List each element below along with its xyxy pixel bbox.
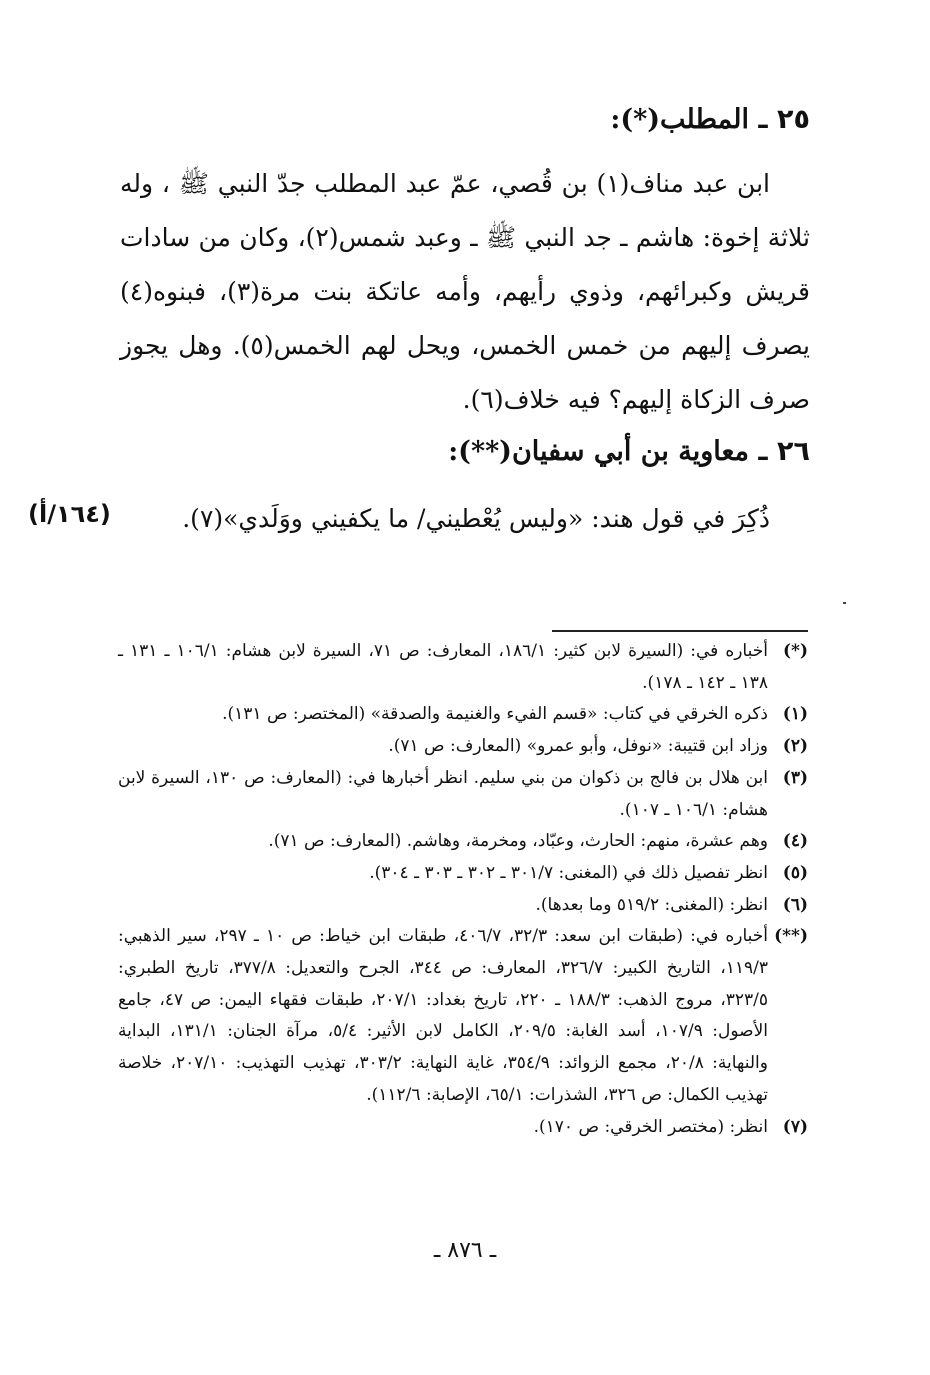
footnote-item bbox=[118, 699, 808, 731]
footnote-marker: (٢) bbox=[782, 736, 808, 757]
entry-26-paragraph: ذُكِرَ في قول هند: «وليس يُعْطيني/ ما يكفيني ووَلَدي»(٧). bbox=[182, 504, 770, 533]
footnote-item bbox=[118, 763, 808, 826]
footnote-separator bbox=[552, 630, 808, 632]
footnote-item bbox=[118, 890, 808, 922]
footnote-item bbox=[118, 636, 808, 699]
footnote-marker: (٧) bbox=[782, 1116, 808, 1137]
footnote-text: انظر تفصيل ذلك في (المغنى: ٣٠١/٧ ـ ٣٠٢ ـ ٣٠٣ ـ ٣٠٤). bbox=[369, 862, 768, 883]
page-number: ـ ٨٧٦ ـ bbox=[433, 1238, 497, 1263]
footnote-marker: (*) bbox=[783, 641, 808, 661]
entry-25-title: المطلب(*): bbox=[610, 104, 749, 135]
entry-25-body bbox=[120, 157, 810, 427]
footnotes-section bbox=[118, 636, 808, 1143]
footnote-item bbox=[118, 826, 808, 858]
entry-26-title: معاوية بن أبي سفيان(**): bbox=[448, 436, 749, 467]
manuscript-folio-reference: (١٦٤/أ) bbox=[28, 500, 111, 528]
footnote-text: انظر: (مختصر الخرقي: ص ١٧٠). bbox=[533, 1116, 768, 1137]
footnote-marker: (٥) bbox=[782, 862, 808, 883]
footnote-item bbox=[118, 1112, 808, 1144]
footnote-marker: (١) bbox=[782, 704, 808, 725]
footnote-text: انظر: (المغنى: ٥١٩/٢ وما بعدها). bbox=[535, 894, 768, 915]
footnote-text: وهم عشرة، منهم: الحارث، وعبّاد، ومخرمة، وهاشم. (المعارف: ص ٧١). bbox=[268, 831, 768, 852]
entry-25-number: ٢٥ ـ bbox=[758, 104, 810, 135]
footnote-item bbox=[118, 731, 808, 763]
footnote-marker: (٤) bbox=[782, 831, 808, 852]
footnote-text: ابن هلال بن فالج بن ذكوان من بني سليم. انظر أخبارها في: (المعارف: ص ١٣٠، السيرة لابن هشام: ١٠٦/١ ـ ١٠٧). bbox=[118, 767, 768, 820]
entry-26-heading bbox=[120, 432, 810, 472]
footnote-text: أخباره في: (طبقات ابن سعد: ٣٢/٣، ٤٠٦/٧، طبقات ابن خياط: ص ١٠ ـ ٢٩٧، سير الذهبي: ١١٩/٣، التاريخ الكبير: ٣٢٦/٧، المعارف: ص ٣٤٤، الجرح والتعديل: ٣٧٧/٨، تاريخ الطبري: ٣٢٣/٥، مروج الذهب: ١٨٨/٣ ـ ٢٢٠، تاريخ بغداد: ٢٠٧/١، طبقات فقهاء اليمن: ص ٤٧، جامع الأصول: ١٠٧/٩، أسد الغابة: ٢٠٩/٥، الكامل لابن الأثير: ٥/٤، مرآة الجنان: ١٣١/١، البداية والنهاية: ٢٠/٨، مجمع الزوائد: ٣٥٤/٩، غاية النهاية: ٣٠٣/٢، تهذيب التهذيب: ٢٠٧/١٠، خلاصة تهذيب الكمال: ص ٣٢٦، الشذرات: ٦٥/١، الإصابة: ١١٢/٦). bbox=[118, 926, 769, 1105]
entry-25-paragraph: ابن عبد مناف(١) بن قُصي، عمّ عبد المطلب جدّ النبي ﷺ ، وله ثلاثة إخوة: هاشم ـ جد النبي ﷺ ـ وعبد شمس(٢)، وكان من سادات قريش وكبرائهم، وذوي رأيهم، وأمه عاتكة بنت مرة(٣)، فبنوه(٤) يصرف إليهم من خمس الخمس، ويحل لهم الخمس(٥). وهل يجوز صرف الزكاة إليهم؟ فيه خلاف(٦). bbox=[120, 169, 810, 414]
entry-26-number: ٢٦ ـ bbox=[758, 436, 810, 467]
scan-speck bbox=[843, 602, 846, 604]
entry-25-heading bbox=[120, 100, 810, 140]
footnote-marker: (٦) bbox=[782, 894, 808, 915]
footnote-item bbox=[118, 858, 808, 890]
footnote-marker: (**) bbox=[774, 926, 808, 947]
footnote-text: أخباره في: (السيرة لابن كثير: ١٨٦/١، المعارف: ص ٧١، السيرة لابن هشام: ١٠٦/١ ـ ١٣١ ـ ١٣٨ ـ ١٤٢ ـ ١٧٨). bbox=[118, 641, 768, 693]
footnote-marker: (٣) bbox=[782, 767, 808, 788]
footnote-text: وزاد ابن قتيبة: «نوفل، وأبو عمرو» (المعارف: ص ٧١). bbox=[388, 736, 768, 757]
footnote-text: ذكره الخرقي في كتاب: «قسم الفيء والغنيمة والصدقة» (المختصر: ص ١٣١). bbox=[222, 704, 768, 725]
entry-26-body bbox=[120, 492, 810, 546]
footnote-item bbox=[118, 921, 808, 1111]
